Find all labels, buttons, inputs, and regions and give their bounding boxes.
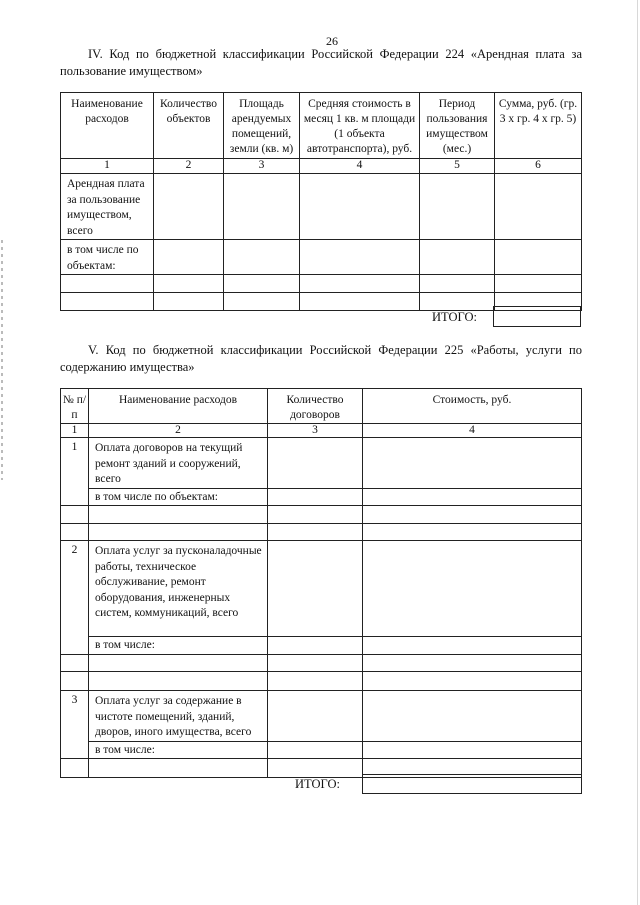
row-label-sub: в том числе: (89, 741, 268, 759)
table-row (61, 741, 582, 759)
col-number: 3 (268, 424, 363, 438)
input-cell[interactable] (61, 672, 89, 691)
page-number: 26 (326, 34, 338, 48)
rent-table (60, 92, 582, 311)
row-label-sub: в том числе по объектам: (89, 488, 268, 506)
scan-margin-marks (1, 240, 3, 480)
input-cell[interactable] (420, 293, 495, 311)
col-number: 6 (495, 159, 582, 174)
input-cell[interactable] (61, 506, 89, 524)
col-header: Площадь арендуемых помещений, земли (кв. м) (224, 93, 300, 159)
table-row (61, 275, 582, 293)
input-cell[interactable] (363, 506, 582, 524)
input-cell[interactable] (154, 240, 224, 275)
table-row (61, 637, 582, 655)
col-number: 4 (363, 424, 582, 438)
input-cell[interactable] (363, 741, 582, 759)
input-cell[interactable] (89, 506, 268, 524)
table-header-row (61, 389, 582, 424)
col-header: № п/п (61, 389, 89, 424)
column-number-row (61, 424, 582, 438)
input-cell[interactable] (363, 488, 582, 506)
input-cell[interactable] (268, 488, 363, 506)
maintenance-table (60, 388, 582, 778)
column-number-row (61, 159, 582, 174)
row-label-total: Арендная плата за пользование имуществом, всего (61, 174, 154, 240)
col-header: Наименование расходов (61, 93, 154, 159)
row-label-sub: в том числе: (89, 637, 268, 655)
col-header: Период пользования имуществом (мес.) (420, 93, 495, 159)
input-cell[interactable] (61, 524, 89, 541)
table-row (61, 488, 582, 506)
input-cell[interactable] (363, 541, 582, 637)
input-cell[interactable] (420, 275, 495, 293)
input-cell[interactable] (224, 293, 300, 311)
input-cell[interactable] (268, 691, 363, 742)
input-cell[interactable] (154, 275, 224, 293)
input-cell[interactable] (420, 174, 495, 240)
input-cell[interactable] (154, 174, 224, 240)
section-4-total-label: ИТОГО: (432, 310, 477, 324)
input-cell[interactable] (89, 759, 268, 778)
col-number: 2 (89, 424, 268, 438)
table-header-row (61, 93, 582, 159)
page-edge (637, 0, 638, 905)
input-cell[interactable] (89, 672, 268, 691)
input-cell[interactable] (89, 524, 268, 541)
input-cell[interactable] (61, 759, 89, 778)
input-cell[interactable] (268, 506, 363, 524)
input-cell[interactable] (363, 655, 582, 672)
col-header: Количество договоров (268, 389, 363, 424)
input-cell[interactable] (268, 672, 363, 691)
input-cell[interactable] (268, 438, 363, 489)
col-number: 3 (224, 159, 300, 174)
input-cell[interactable] (61, 275, 154, 293)
table-row (61, 655, 582, 672)
input-cell[interactable] (154, 293, 224, 311)
section-4-total-field[interactable] (493, 306, 581, 327)
input-cell[interactable] (300, 240, 420, 275)
section-5-total-label: ИТОГО: (295, 777, 340, 791)
table-row (61, 691, 582, 742)
input-cell[interactable] (61, 655, 89, 672)
col-number: 1 (61, 424, 89, 438)
row-label-objects: в том числе по объектам: (61, 240, 154, 275)
input-cell[interactable] (300, 293, 420, 311)
row-number: 3 (61, 691, 89, 759)
input-cell[interactable] (268, 759, 363, 778)
input-cell[interactable] (300, 174, 420, 240)
input-cell[interactable] (268, 655, 363, 672)
row-number: 2 (61, 541, 89, 655)
table-row (61, 506, 582, 524)
table-row (61, 174, 582, 240)
input-cell[interactable] (61, 293, 154, 311)
table-row (61, 524, 582, 541)
col-number: 2 (154, 159, 224, 174)
table-row (61, 541, 582, 637)
input-cell[interactable] (363, 637, 582, 655)
input-cell[interactable] (495, 174, 582, 240)
input-cell[interactable] (268, 541, 363, 637)
input-cell[interactable] (363, 524, 582, 541)
col-header: Средняя стоимость в месяц 1 кв. м площади (1 объекта автотранспорта), руб. (300, 93, 420, 159)
col-number: 1 (61, 159, 154, 174)
input-cell[interactable] (495, 240, 582, 275)
table-row (61, 240, 582, 275)
row-label-total: Оплата услуг за содержание в чистоте помещений, зданий, дворов, иного имущества, всего (89, 691, 268, 742)
input-cell[interactable] (268, 524, 363, 541)
row-number: 1 (61, 438, 89, 506)
input-cell[interactable] (363, 438, 582, 489)
table-row (61, 672, 582, 691)
col-number: 5 (420, 159, 495, 174)
row-label-total: Оплата договоров на текущий ремонт зданий и сооружений, всего (89, 438, 268, 489)
col-header: Стоимость, руб. (363, 389, 582, 424)
section-5-total-field[interactable] (362, 774, 582, 794)
input-cell[interactable] (224, 174, 300, 240)
section-5-heading: V. Код по бюджетной классификации Российской Федерации 225 «Работы, услуги по содержанию имущества» (60, 343, 582, 374)
col-header: Наименование расходов (89, 389, 268, 424)
input-cell[interactable] (420, 240, 495, 275)
col-header: Количество объектов (154, 93, 224, 159)
section-4-heading: IV. Код по бюджетной классификации Российской Федерации 224 «Арендная плата за пользование имуществом» (60, 47, 582, 78)
input-cell[interactable] (224, 240, 300, 275)
input-cell[interactable] (363, 672, 582, 691)
input-cell[interactable] (89, 655, 268, 672)
col-header: Сумма, руб. (гр. 3 х гр. 4 х гр. 5) (495, 93, 582, 159)
input-cell[interactable] (268, 741, 363, 759)
input-cell[interactable] (300, 275, 420, 293)
input-cell[interactable] (363, 691, 582, 742)
input-cell[interactable] (495, 275, 582, 293)
input-cell[interactable] (224, 275, 300, 293)
row-label-total: Оплата услуг за пусконаладочные работы, техническое обслуживание, ремонт оборудования, инженерных систем, коммуникаций, всего (89, 541, 268, 637)
input-cell[interactable] (268, 637, 363, 655)
col-number: 4 (300, 159, 420, 174)
table-row (61, 438, 582, 489)
